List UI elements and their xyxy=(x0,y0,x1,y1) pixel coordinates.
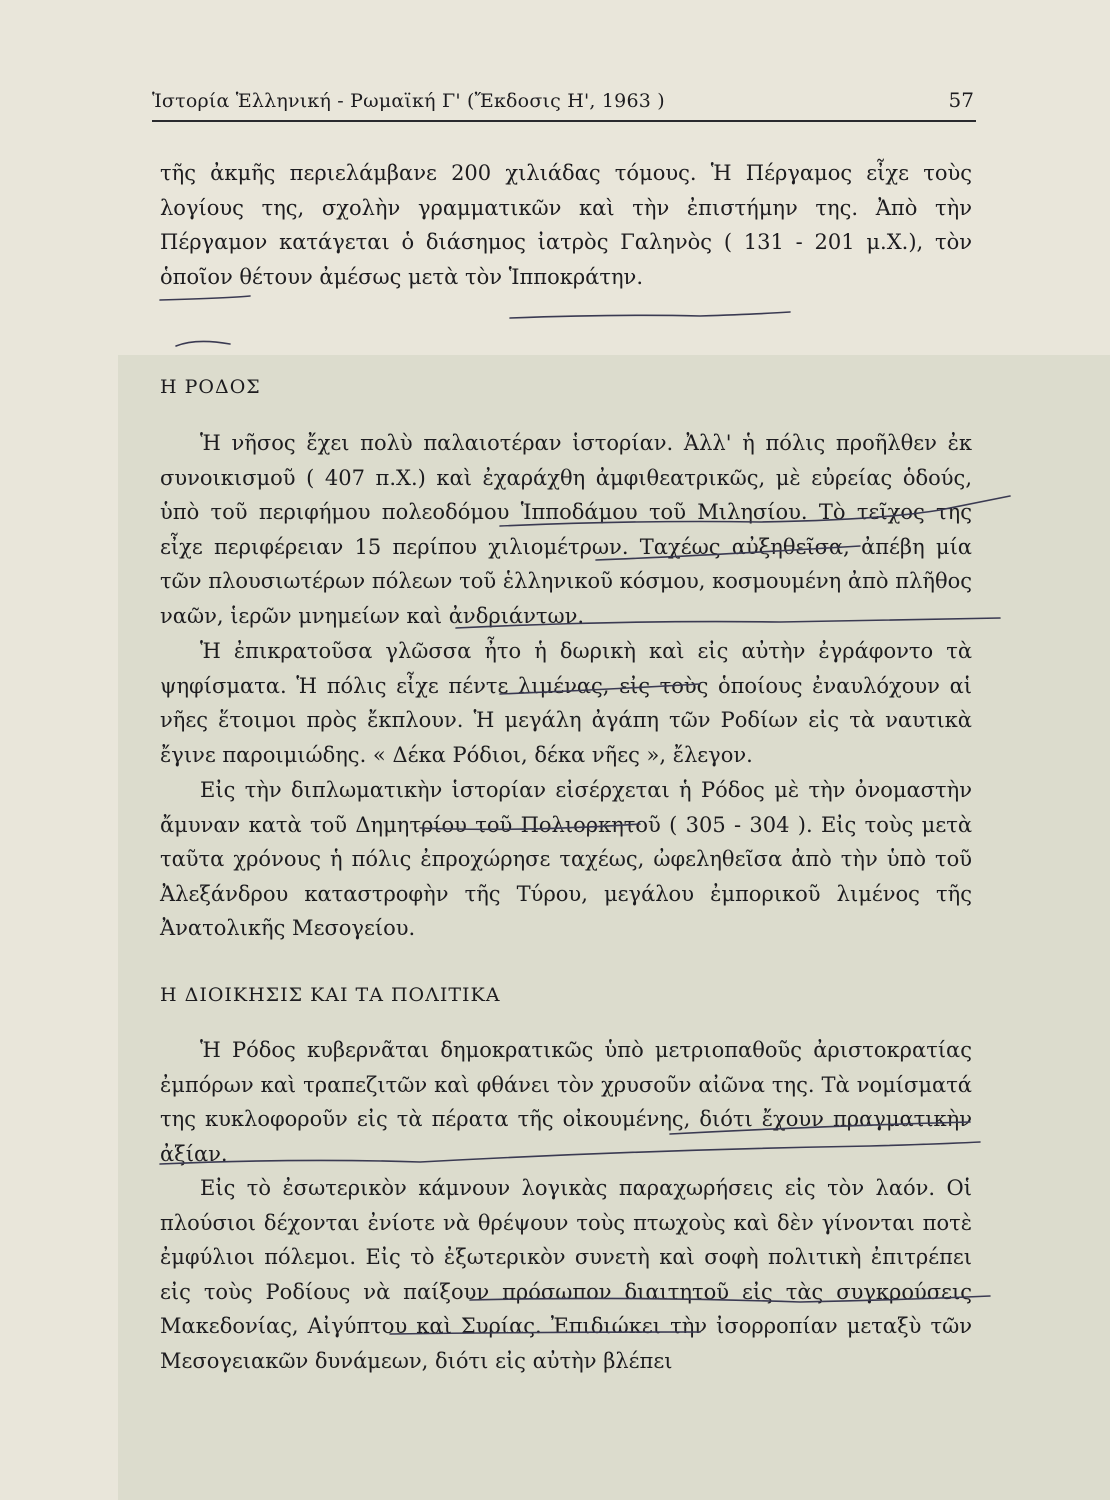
rhodes-paragraph-3: Εἰς τὴν διπλωματικὴν ἱστορίαν εἰσέρχεται ἡ Ρόδος μὲ τὴν ὀνομαστὴν ἄμυναν κατὰ τοῦ Δημητρίου τοῦ Πολιορκητοῦ ( 305 - 304 ). Εἰς τοὺς μετὰ ταῦτα χρόνους ἡ πόλις ἐπροχώρησε ταχέως, ὠφεληθεῖσα ἀπὸ τὴν ὑπὸ τοῦ Ἀλεξάνδρου καταστροφὴν τῆς Τύρου, μεγάλου ἐμπορικοῦ λιμένος τῆς Ἀνατολικῆς Μεσογείου. xyxy=(160,778,972,940)
page-number: 57 xyxy=(948,88,974,112)
running-title: Ἱστορία Ἑλληνική - Ρωμαϊκή Γ' (Ἔκδοσις Η', 1963 ) xyxy=(152,90,665,112)
rhodes-paragraph-1: Ἡ νῆσος ἔχει πολὺ παλαιοτέραν ἱστορίαν. Ἀλλ' ἡ πόλις προῆλθεν ἐκ συνοικισμοῦ ( 407 π.Χ.) καὶ ἐχαράχθη ἀμφιθεατρικῶς, μὲ εὐρείας ὁδούς, ὑπὸ τοῦ περιφήμου πολεοδόμου Ἱπποδάμου τοῦ Μιλησίου. Τὸ τεῖχος της εἶχε περιφέρειαν 15 περίπου χιλιομέτρων. Ταχέως αὐξηθεῖσα, ἀπέβη μία τῶν πλουσιωτέρων πόλεων τοῦ ἑλληνικοῦ κόσμου, κοσμουμένη ἀπὸ πλῆθος ναῶν, ἱερῶν μνημείων καὶ ἀνδριάντων. xyxy=(160,431,972,628)
page-header xyxy=(152,84,976,122)
heading-rhodes: Η ΡΟΔΟΣ xyxy=(160,376,261,398)
underline-galen xyxy=(160,296,250,300)
intro-paragraph: τῆς ἀκμῆς περιελάμβανε 200 χιλιάδας τόμους. Ἡ Πέργαμος εἶχε τοὺς λογίους της, σχολὴν γραμματικῶν καὶ τὴν ἐπιστήμην της. Ἀπὸ τὴν Πέργαμον κατάγεται ὁ διάσημος ἰατρὸς Γαληνὸς ( 131 - 201 μ.Χ.), τὸν ὁποῖον θέτουν ἀμέσως μετὰ τὸν Ἱπποκράτην. xyxy=(160,161,972,289)
rhodes-paragraph-2: Ἡ ἐπικρατοῦσα γλῶσσα ἦτο ἡ δωρικὴ καὶ εἰς αὐτὴν ἐγράφοντο τὰ ψηφίσματα. Ἡ πόλις εἶχε πέντε λιμένας, εἰς τοὺς ὁποίους ἐναυλόχουν αἱ νῆες ἕτοιμοι πρὸς ἔκπλουν. Ἡ μεγάλη ἀγάπη τῶν Ροδίων εἰς τὰ ναυτικὰ ἔγινε παροιμιώδης. « Δέκα Ρόδιοι, δέκα νῆες », ἔλεγον. xyxy=(160,639,972,767)
admin-paragraph-1: Ἡ Ρόδος κυβερνᾶται δημοκρατικῶς ὑπὸ μετριοπαθοῦς ἀριστοκρατίας ἐμπόρων καὶ τραπεζιτῶν καὶ φθάνει τὸν χρυσοῦν αἰῶνα της. Τὰ νομίσματά της κυκλοφοροῦν εἰς τὰ πέρατα τῆς οἰκουμένης, διότι ἔχουν πραγματικὴν ἀξίαν. xyxy=(160,1038,972,1166)
heading-administration: Η ΔΙΟΙΚΗΣΙΣ ΚΑΙ ΤΑ ΠΟΛΙΤΙΚΑ xyxy=(160,984,501,1006)
mark-margin-arc xyxy=(176,341,230,346)
admin-paragraph-2: Εἰς τὸ ἐσωτερικὸν κάμνουν λογικὰς παραχωρήσεις εἰς τὸν λαόν. Οἱ πλούσιοι δέχονται ἐνίοτε νὰ θρέψουν τοὺς πτωχοὺς καὶ δὲν γίνονται ποτὲ ἐμφύλιοι πόλεμοι. Εἰς τὸ ἐξωτερικὸν συνετὴ καὶ σοφὴ πολιτικὴ ἐπιτρέπει εἰς τοὺς Ροδίους νὰ παίξουν πρόσωπον διαιτητοῦ εἰς τὰς συγκρούσεις Μακεδονίας, Αἰγύπτου καὶ Συρίας. Ἐπιδιώκει τὴν ἰσορροπίαν μεταξὺ τῶν Μεσογειακῶν δυνάμεων, διότι εἰς αὐτὴν βλέπει xyxy=(160,1176,972,1373)
underline-hippocrates xyxy=(510,312,790,318)
